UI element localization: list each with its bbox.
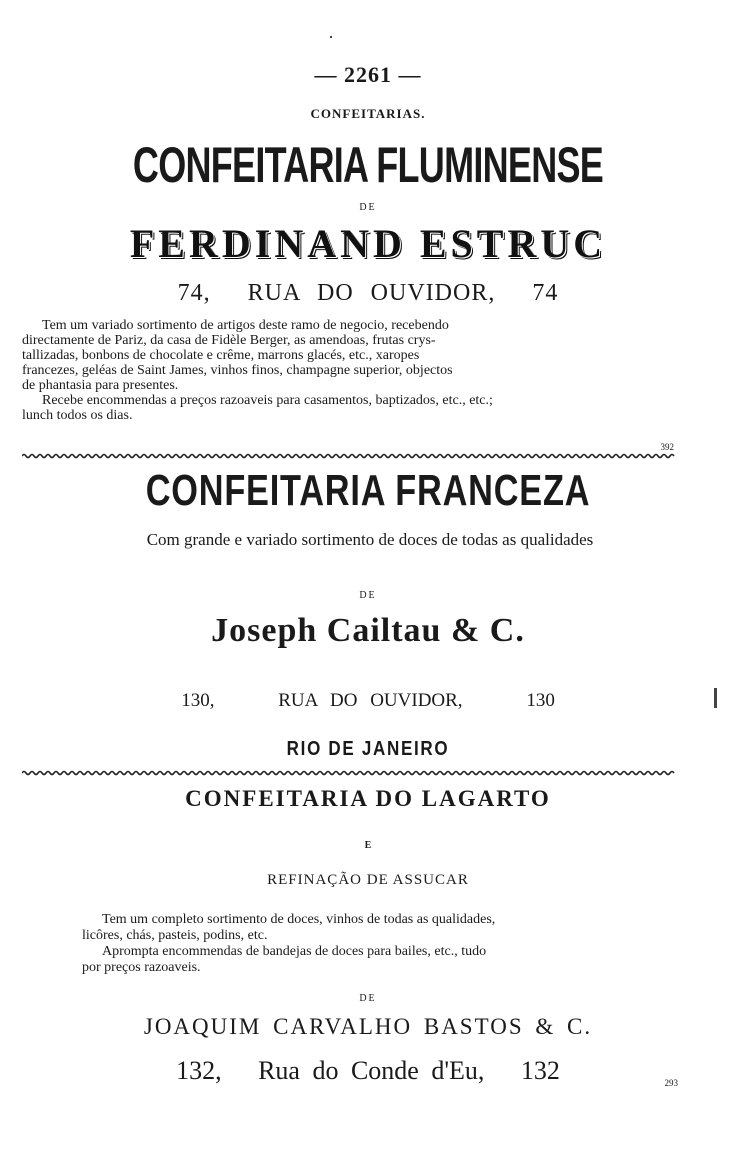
ad1-body-line: Recebe encommendas a preços razoaveis para casamentos, baptizados, etc., etc.; (42, 393, 493, 408)
ad3-title: CONFEITARIA DO LAGARTO (185, 786, 551, 811)
ad3-body (82, 912, 648, 976)
ad2-body: Com grande e variado sortimento de doces de todas as qualidades (146, 530, 594, 549)
ad2-address-number-left: 130, (181, 690, 215, 711)
ad2-address (0, 690, 736, 712)
ad1-code: 392 (660, 442, 674, 452)
ad1-body-line: de phantasia para presentes. (22, 378, 179, 393)
ad2-address-number-right: 130 (526, 690, 555, 711)
ad2-city: RIO DE JANEIRO (286, 738, 450, 760)
ad1-body-line: francezes, geléas de Saint James, vinhos finos, champagne superior, objectos (22, 363, 453, 378)
ad1-owner: FERDINAND ESTRUC (129, 221, 607, 266)
ad1-body-line: lunch todos os dias. (22, 408, 133, 423)
ad3-conjunction: E (364, 840, 372, 851)
ad3-body-line: licôres, chás, pasteis, podins, etc. (82, 928, 268, 943)
ad1-body (22, 318, 676, 423)
ad3-body-line: por preços razoaveis. (82, 960, 201, 975)
ad1-body-line: Tem um variado sortimento de artigos deste ramo de negocio, recebendo (42, 318, 449, 333)
ad2-title: CONFEITARIA FRANCEZA (145, 466, 591, 515)
page-number: — 2261 — (314, 62, 422, 87)
ad3-body-line: Aprompta encommendas de bandejas de doces para bailes, etc., tudo (102, 944, 487, 959)
ad1-title: CONFEITARIA FLUMINENSE (132, 137, 604, 193)
ad1-body-line: tallizadas, bonbons de chocolate e crême, marrons glacés, etc., xaropes (22, 348, 420, 363)
wavy-divider (22, 770, 676, 776)
ad3-code: 293 (664, 1078, 678, 1088)
ink-smudge (714, 688, 717, 708)
ad1-de: DE (359, 202, 377, 213)
ad2-address-street: RUA DO OUVIDOR, (278, 690, 463, 711)
ad2-de: DE (359, 590, 377, 601)
ad2-owner: Joseph Cailtau & C. (211, 612, 525, 649)
ad3-address-street: Rua do Conde d'Eu, (258, 1056, 485, 1085)
ad3-address-number-right: 132 (520, 1056, 560, 1085)
ad1-body-line: directamente de Pariz, da casa de Fidèle Berger, as amendoas, frutas crys- (22, 333, 436, 348)
ad3-subtitle: REFINAÇÃO DE ASSUCAR (267, 872, 469, 888)
section-heading: CONFEITARIAS. (310, 106, 426, 121)
wavy-divider (22, 453, 676, 459)
ad3-body-line: Tem um completo sortimento de doces, vinhos de todas as qualidades, (102, 912, 496, 927)
ink-speck (330, 36, 332, 38)
ad1-address (0, 280, 736, 307)
ad3-owner: JOAQUIM CARVALHO BASTOS & C. (143, 1014, 593, 1039)
ad1-address-number-left: 74, (177, 280, 211, 306)
ad3-address (0, 1056, 736, 1086)
ad1-address-number-right: 74 (532, 280, 559, 306)
ad1-address-street: RUA DO OUVIDOR, (247, 280, 496, 306)
ad3-address-number-left: 132, (176, 1056, 222, 1085)
ad3-de: DE (359, 993, 377, 1004)
